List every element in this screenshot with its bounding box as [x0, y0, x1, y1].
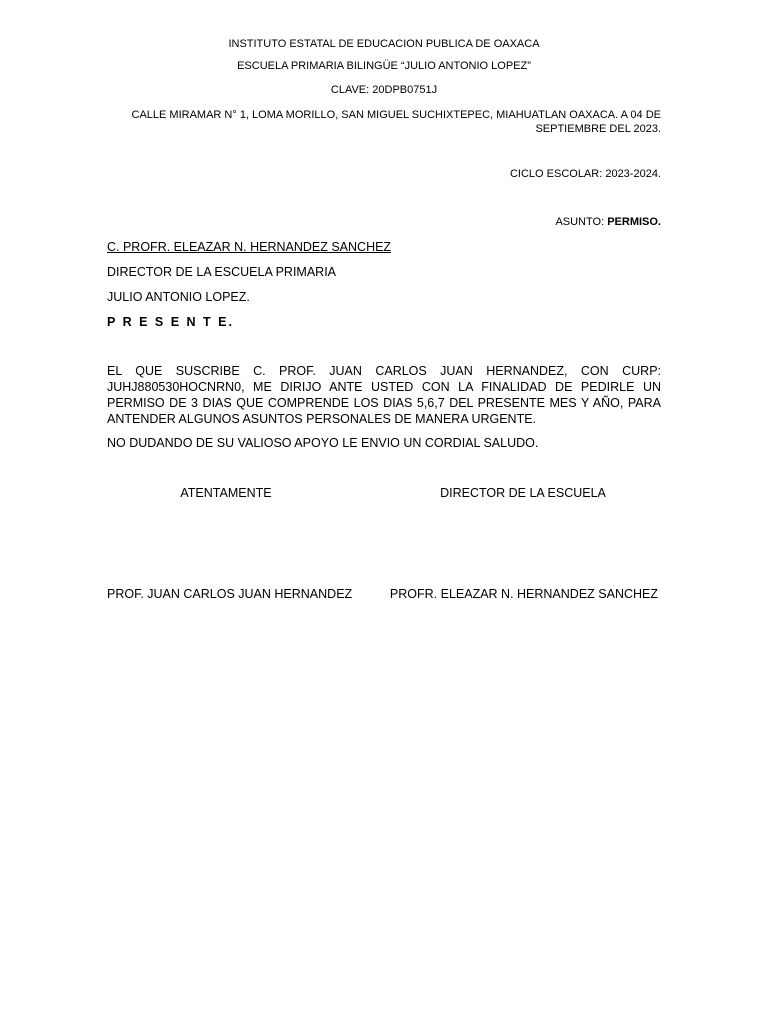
address-line-1: CALLE MIRAMAR N° 1, LOMA MORILLO, SAN MIGUEL SUCHIXTEPEC, MIAHUATLAN OAXACA. A 04 DE: [131, 109, 661, 121]
recipient-school: JULIO ANTONIO LOPEZ.: [107, 290, 250, 304]
body-paragraph-2: NO DUDANDO DE SU VALIOSO APOYO LE ENVIO UN CORDIAL SALUDO.: [107, 436, 539, 450]
signature-left-name: PROF. JUAN CARLOS JUAN HERNANDEZ: [107, 587, 353, 601]
school-cycle: CICLO ESCOLAR: 2023-2024.: [509, 168, 661, 180]
presente-line: P R E S E N T E.: [107, 315, 234, 329]
recipient-title: DIRECTOR DE LA ESCUELA PRIMARIA: [107, 265, 336, 279]
institute-name: INSTITUTO ESTATAL DE EDUCACION PUBLICA DE OAXACA: [228, 38, 540, 50]
signature-left-heading: ATENTAMENTE: [180, 486, 272, 500]
recipient-name: C. PROFR. ELEAZAR N. HERNANDEZ SANCHEZ: [107, 240, 392, 254]
address-block: [107, 108, 661, 136]
body-paragraph-1: EL QUE SUSCRIBE C. PROF. JUAN CARLOS JUAN HERNANDEZ, CON CURP: JUHJ880530HOCNRN0, ME DIRIJO ANTE USTED CON LA FINALIDAD DE PEDIRLE UN PERMISO DE 3 DIAS QUE COMPRENDE LOS DIAS 5,6,7 DEL PRESENTE MES Y AÑO, PARA ANTENDER ALGUNOS ASUNTOS PERSONALES DE MANERA URGENTE.: [107, 364, 661, 426]
signature-right-heading: DIRECTOR DE LA ESCUELA: [440, 486, 606, 500]
address-line-2: SEPTIEMBRE DEL 2023.: [535, 123, 661, 135]
school-name: ESCUELA PRIMARIA BILINGÜE “JULIO ANTONIO LOPEZ”: [237, 60, 531, 72]
subject-value: PERMISO.: [607, 216, 661, 228]
subject-line: [555, 216, 661, 228]
subject-label: ASUNTO:: [555, 216, 608, 228]
school-code: CLAVE: 20DPB0751J: [330, 84, 438, 96]
signature-right-name: PROFR. ELEAZAR N. HERNANDEZ SANCHEZ: [389, 587, 658, 601]
